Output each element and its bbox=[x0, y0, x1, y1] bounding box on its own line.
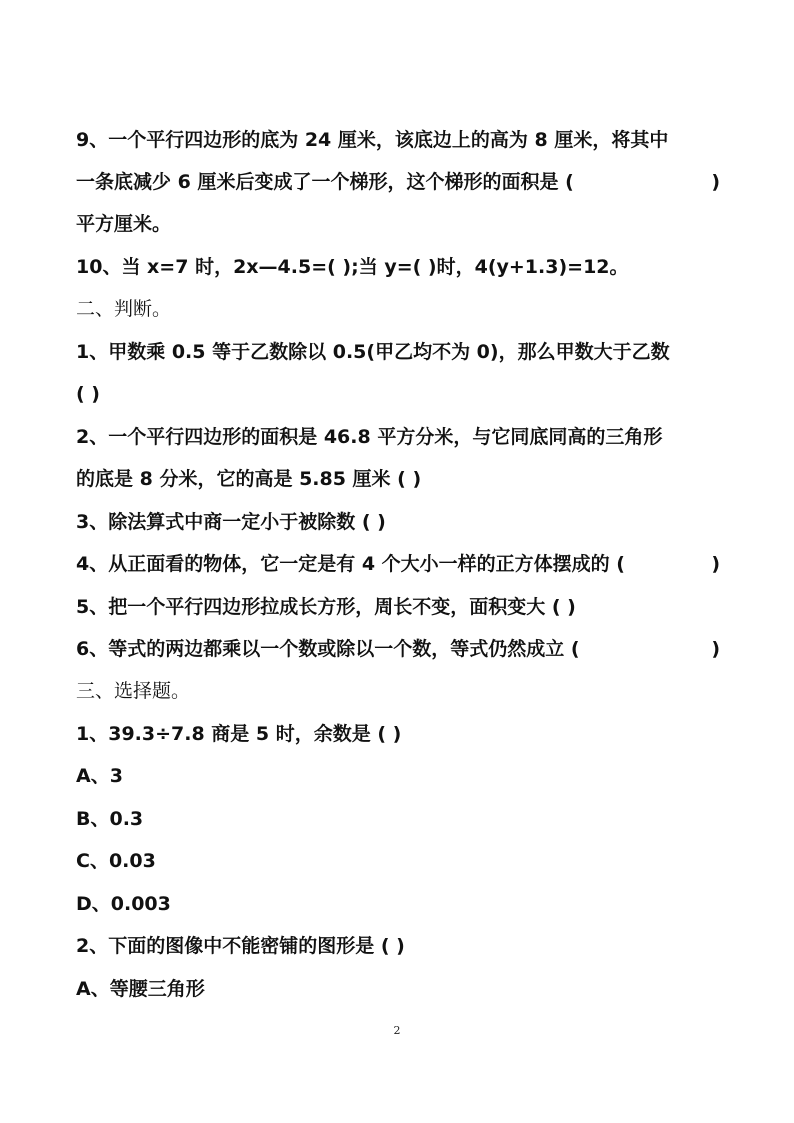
judge-1-line-1: 1、甲数乘 0.5 等于乙数除以 0.5(甲乙均不为 0)，那么甲数大于乙数 bbox=[76, 341, 670, 363]
judge-4 bbox=[76, 551, 720, 577]
choice-1: 1、39.3÷7.8 商是 5 时，余数是 ( ) bbox=[76, 723, 402, 745]
section-2-heading: 二、判断。 bbox=[76, 298, 172, 320]
judge-2-line-1: 2、一个平行四边形的面积是 46.8 平方分米，与它同底同高的三角形 bbox=[76, 426, 663, 448]
question-9-blank-close: ) bbox=[711, 171, 720, 193]
page-number: 2 bbox=[393, 1024, 401, 1037]
choice-1-option-b: B、0.3 bbox=[76, 808, 144, 830]
choice-1-option-c: C、0.03 bbox=[76, 850, 156, 872]
choice-1-option-a: A、3 bbox=[76, 765, 123, 787]
judge-2-line-2: 的底是 8 分米，它的高是 5.85 厘米 ( ) bbox=[76, 468, 422, 490]
choice-2-option-a: A、等腰三角形 bbox=[76, 978, 205, 1000]
judge-4-blank-close: ) bbox=[711, 553, 720, 575]
judge-1-line-2: ( ) bbox=[76, 383, 100, 405]
judge-6-blank-close: ) bbox=[711, 638, 720, 660]
question-9-line-2 bbox=[76, 169, 720, 195]
question-10: 10、当 x=7 时，2x—4.5=( );当 y=( )时，4(y+1.3)=12。 bbox=[76, 256, 629, 278]
judge-3: 3、除法算式中商一定小于被除数 ( ) bbox=[76, 511, 386, 533]
question-9-line-3: 平方厘米。 bbox=[76, 213, 172, 235]
judge-5: 5、把一个平行四边形拉成长方形，周长不变，面积变大 ( ) bbox=[76, 596, 576, 618]
section-3-heading: 三、选择题。 bbox=[76, 680, 191, 702]
judge-6 bbox=[76, 636, 720, 662]
question-9-line-2-text: 一条底减少 6 厘米后变成了一个梯形，这个梯形的面积是 ( bbox=[76, 171, 574, 193]
choice-2: 2、下面的图像中不能密铺的图形是 ( ) bbox=[76, 935, 405, 957]
choice-1-option-d: D、0.003 bbox=[76, 893, 171, 915]
question-9-line-1: 9、一个平行四边形的底为 24 厘米，该底边上的高为 8 厘米，将其中 bbox=[76, 129, 669, 151]
judge-6-text: 6、等式的两边都乘以一个数或除以一个数，等式仍然成立 ( bbox=[76, 638, 580, 660]
judge-4-text: 4、从正面看的物体，它一定是有 4 个大小一样的正方体摆成的 ( bbox=[76, 553, 625, 575]
